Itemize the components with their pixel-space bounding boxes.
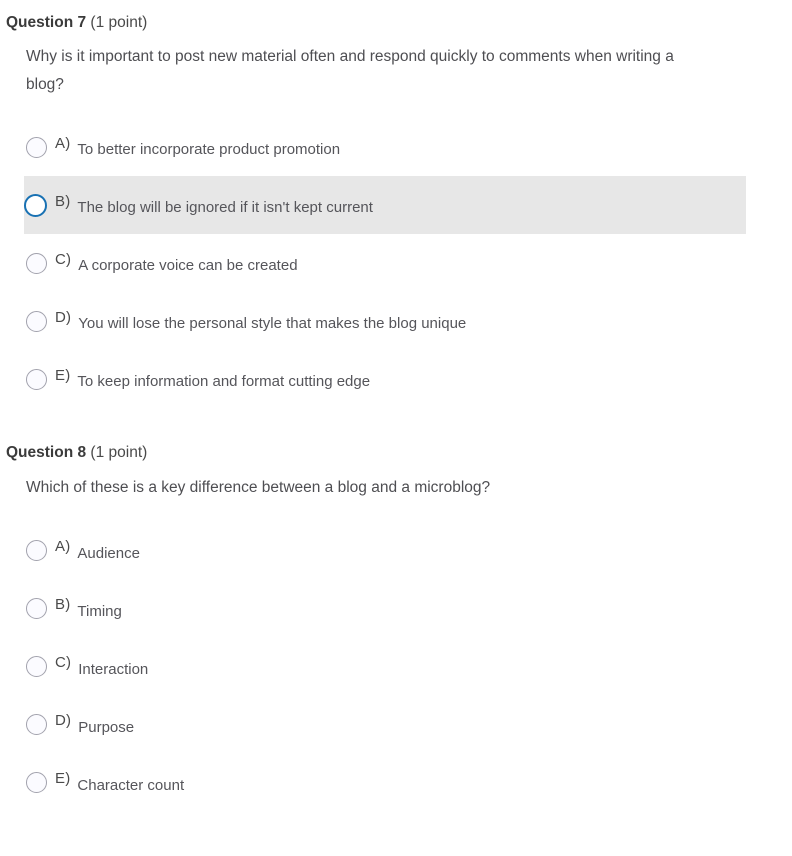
- radio-button-icon[interactable]: [26, 253, 47, 274]
- option-label: Interaction: [78, 661, 149, 679]
- option-label: Timing: [77, 603, 122, 621]
- question-prompt-8: Which of these is a key difference between a blog and a microblog?: [26, 478, 491, 496]
- question-label-7: Question 7: [6, 14, 87, 31]
- answer-option-7-b[interactable]: [24, 176, 746, 234]
- question-label-8: Question 8: [6, 444, 87, 461]
- answer-option-7-e[interactable]: [0, 350, 792, 408]
- answer-option-8-d[interactable]: [0, 696, 792, 754]
- answer-option-7-d[interactable]: [0, 292, 792, 350]
- question-block-7: [0, 0, 792, 408]
- answer-option-8-a[interactable]: [0, 522, 792, 580]
- option-label: Character count: [77, 777, 185, 795]
- question-header-7: [0, 14, 792, 33]
- option-letter: E): [55, 770, 71, 788]
- radio-button-icon[interactable]: [26, 311, 47, 332]
- answer-option-7-a[interactable]: [0, 118, 792, 176]
- answer-option-7-c[interactable]: [0, 234, 792, 292]
- answer-option-8-b[interactable]: [0, 580, 792, 638]
- option-letter: A): [55, 134, 71, 152]
- answer-option-8-e[interactable]: [0, 754, 792, 812]
- radio-button-icon[interactable]: [26, 772, 47, 793]
- radio-button-icon[interactable]: [26, 598, 47, 619]
- question-points-7: (1 point): [90, 14, 148, 31]
- option-label: You will lose the personal style that makes the blog unique: [78, 315, 467, 333]
- question-block-8: [0, 408, 792, 812]
- option-label: To better incorporate product promotion: [77, 141, 341, 159]
- radio-button-icon[interactable]: [26, 540, 47, 561]
- answer-option-8-c[interactable]: [0, 638, 792, 696]
- option-letter: B): [55, 596, 71, 614]
- option-letter: C): [55, 250, 72, 268]
- option-label: Purpose: [78, 719, 135, 737]
- radio-button-icon[interactable]: [24, 194, 47, 217]
- option-letter: A): [55, 538, 71, 556]
- radio-button-icon[interactable]: [26, 369, 47, 390]
- radio-button-icon[interactable]: [26, 714, 47, 735]
- option-label: A corporate voice can be created: [78, 257, 298, 275]
- option-letter: D): [55, 712, 72, 730]
- option-label: To keep information and format cutting edge: [77, 373, 371, 391]
- option-letter: E): [55, 366, 71, 384]
- question-points-8: (1 point): [90, 444, 148, 461]
- answer-options-8: [0, 522, 792, 812]
- option-letter: C): [55, 654, 72, 672]
- option-label: The blog will be ignored if it isn't kept current: [77, 199, 373, 217]
- radio-button-icon[interactable]: [26, 137, 47, 158]
- option-letter: B): [55, 192, 71, 210]
- radio-button-icon[interactable]: [26, 656, 47, 677]
- answer-options-7: [0, 118, 792, 408]
- question-prompt-7: Why is it important to post new material often and respond quickly to comments when writing a blog?: [26, 47, 674, 93]
- option-label: Audience: [77, 545, 140, 563]
- option-letter: D): [55, 308, 72, 326]
- question-header-8: [0, 444, 792, 463]
